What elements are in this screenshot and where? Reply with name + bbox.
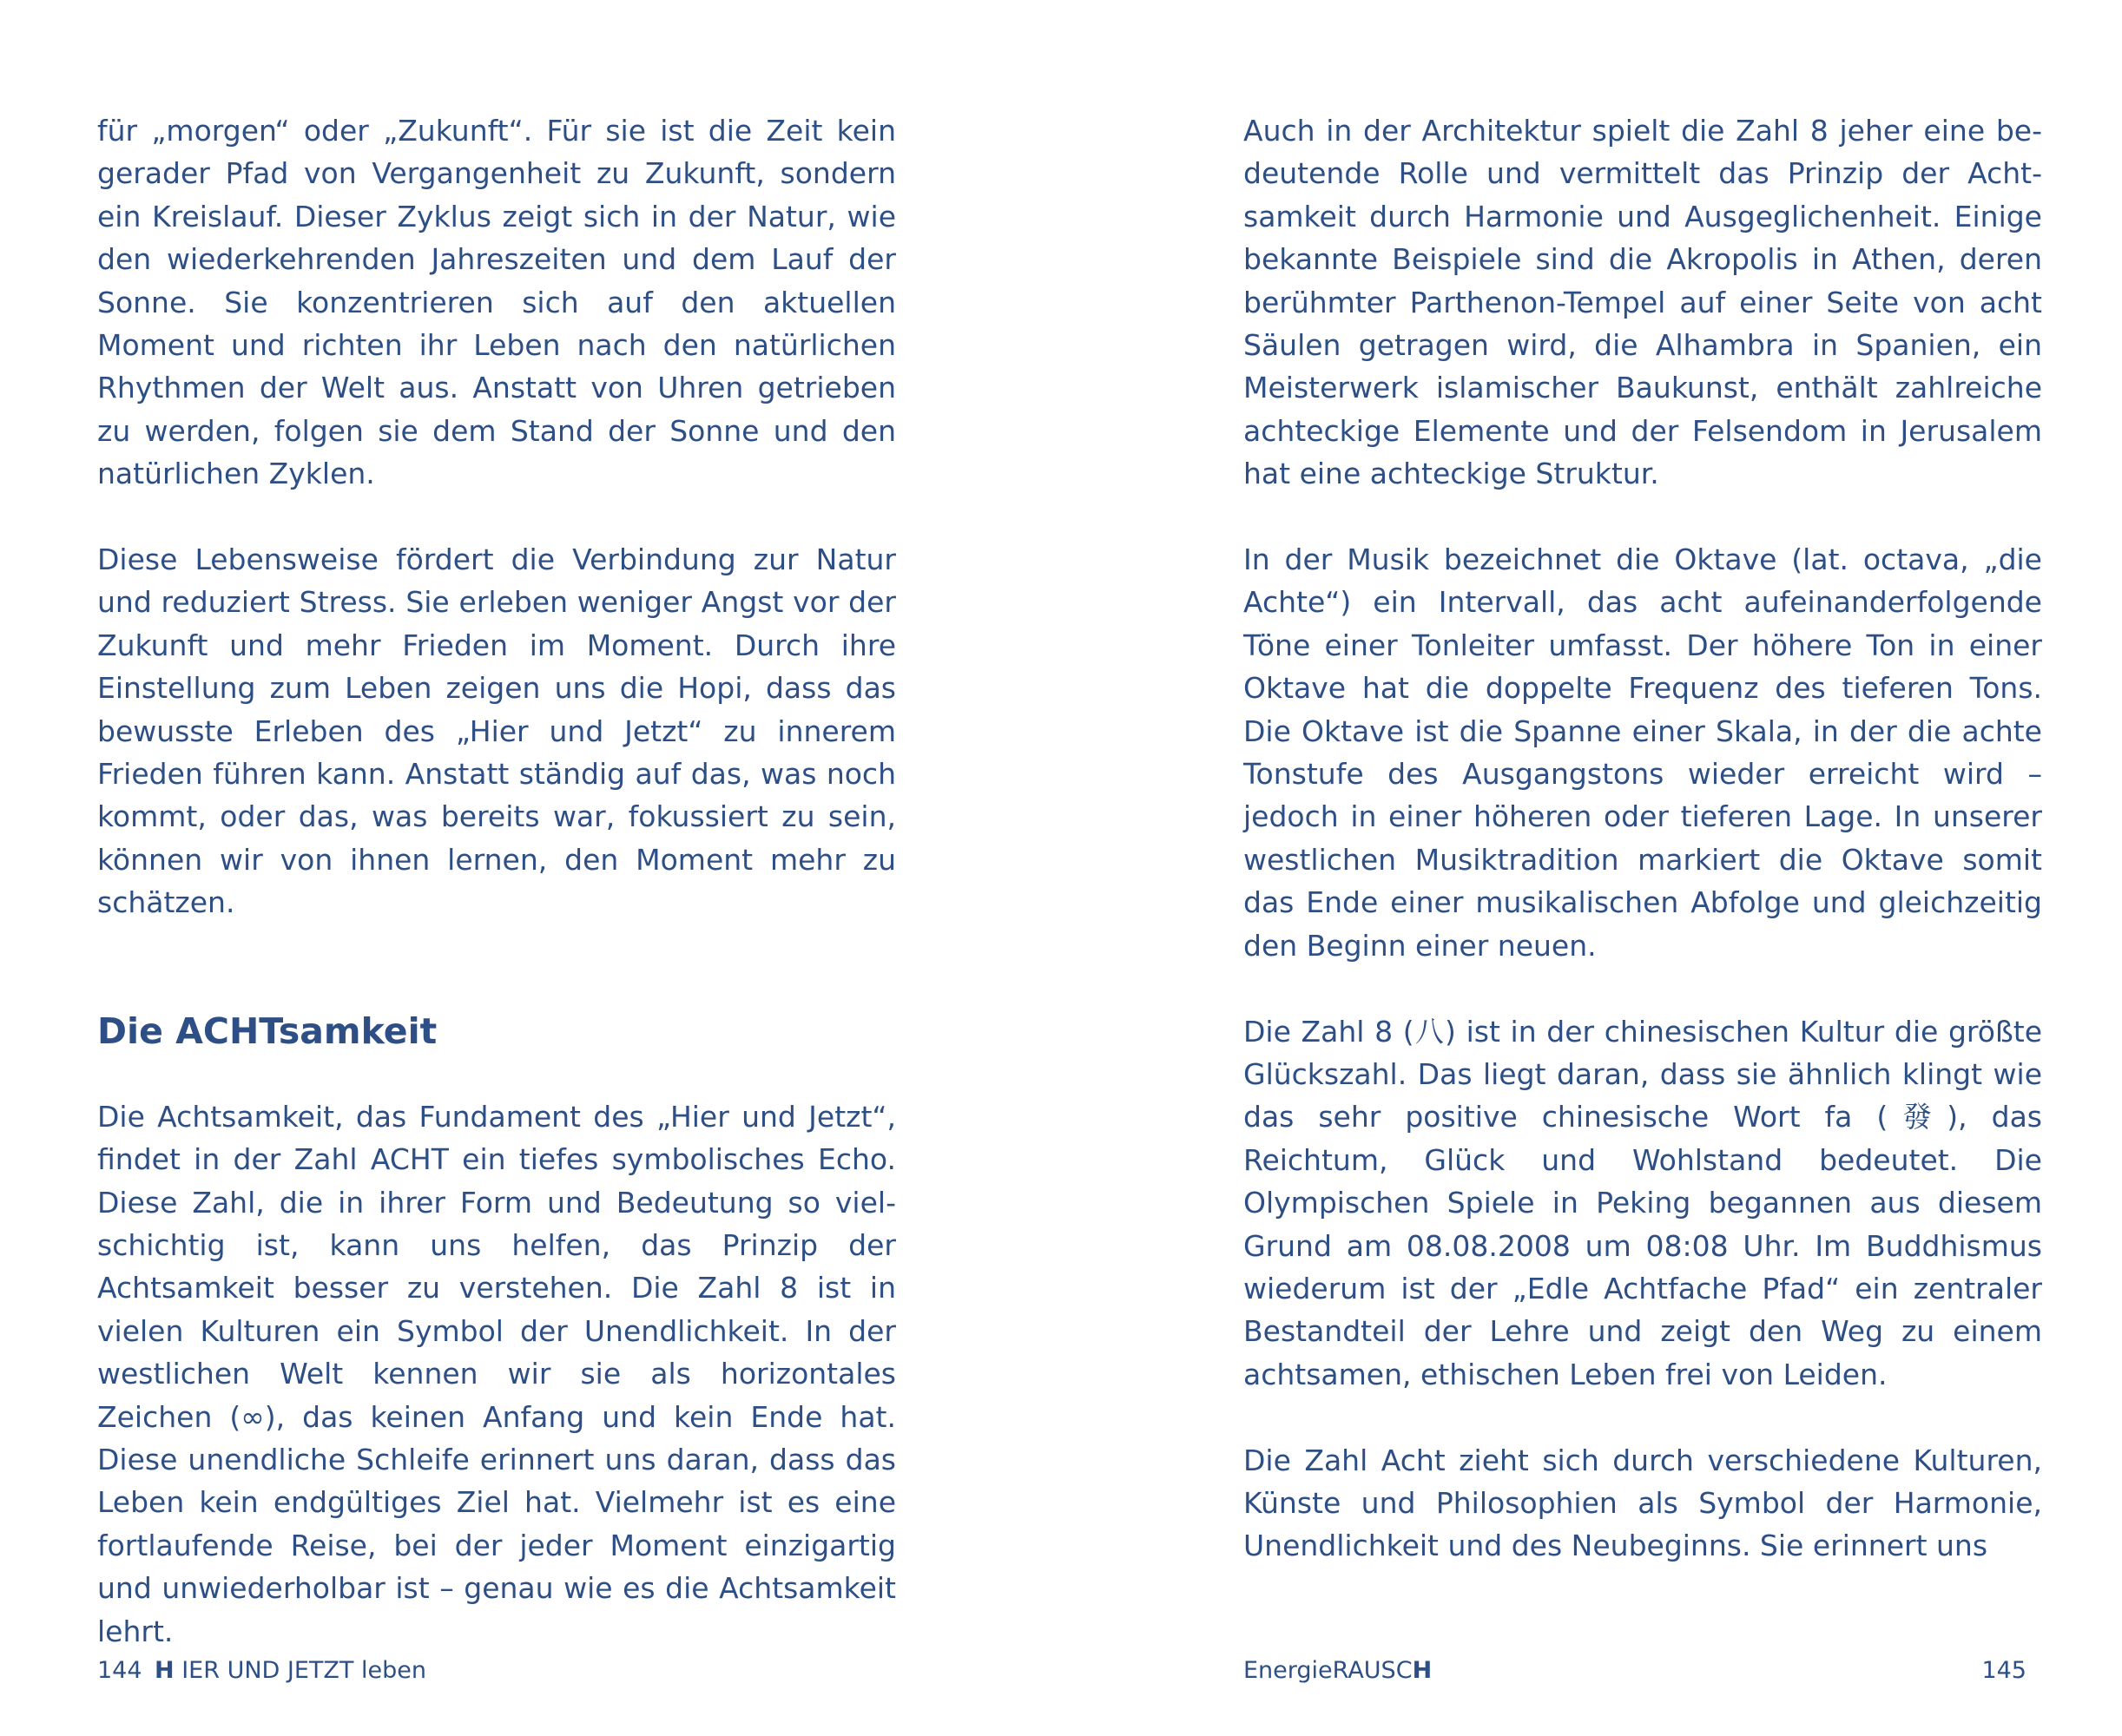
left-paragraph-2: Diese Lebensweise fördert die Verbindung zur Natur und reduziert Stress. Sie erleben weniger Angst vor der Zukunft und mehr Frieden im Moment. Durch ihre Einstellung zum Leben zeigen uns die Hopi, dass das bewusste Erleben des „Hier und Jetzt“ zu innerem Frieden führen kann. Anstatt ständig auf das, was noch kommt, oder das, was bereits war, fokussiert zu sein, können wir von ihnen lernen, den Moment mehr zu schätzen. xyxy=(97,542,896,920)
right-paragraph-4: Die Zahl Acht zieht sich durch verschiedene Kulturen, Künste und Philosophien als Symbol der Harmonie, Unendlichkeit und des Neubeginns. Sie erinnert uns xyxy=(1243,1443,2042,1563)
right-page-number: 145 xyxy=(1981,1657,2026,1684)
left-running-title xyxy=(155,1655,426,1687)
right-running-title-text: EnergieRAUSC xyxy=(1243,1657,1413,1684)
right-text-column xyxy=(1243,109,2042,1568)
left-page-number: 144 xyxy=(97,1657,142,1684)
left-text-column xyxy=(97,109,896,1653)
left-paragraph-1: für „morgen“ oder „Zukunft“. Für sie ist die Zeit kein gerader Pfad von Vergangenheit zu Zukunft, sondern ein Kreislauf. Dieser Zyklus zeigt sich in der Natur, wie den wiederkehrenden Jahreszeiten und dem Lauf der Sonne. Sie konzentrieren sich auf den aktuellen Moment und richten ihr Leben nach den natürlichen Rhythmen der Welt aus. Anstatt von Uhren getrieben zu werden, folgen sie dem Stand der Sonne und den natürlichen Zyklen. xyxy=(97,114,896,491)
right-paragraph-3: Die Zahl 8 (八) ist in der chinesischen Kultur die größte Glückszahl. Das liegt daran, dass sie ähnlich klingt wie das sehr positive chinesische Wort fa (發), das Reichtum, Glück und Wohlstand bedeutet. Die Olympischen Spiele in Peking begannen aus diesem Grund am 08.08.2008 um 08:08 Uhr. Im Buddhismus wiederum ist der „Edle Achtfache Pfad“ ein zentraler Bestandteil der Lehre und zeigt den Weg zu einem achtsamen, ethischen Leben frei von Leiden. xyxy=(1243,1014,2042,1391)
section-heading: Die ACHTsamkeit xyxy=(97,1009,438,1052)
right-paragraph-2: In der Musik bezeichnet die Oktave (lat. octava, „die Achte“) ein Intervall, das acht aufeinanderfolgende Töne einer Tonleiter umfasst. Der höhere Ton in einer Oktave hat die doppelte Frequenz des tieferen Tons. Die Oktave ist die Spanne einer Skala, in der die achte Tonstufe des Ausgangstons wieder erreicht wird – jedoch in einer höheren oder tieferen Lage. In unserer westlichen Musiktradition markiert die Oktave somit das Ende einer musikalischen Abfolge und gleichzeitig den Beginn einer neuen. xyxy=(1243,542,2042,963)
right-paragraph-1: Auch in der Architektur spielt die Zahl 8 jeher eine bedeutende Rolle und vermittelt das Prinzip der Achtsamkeit durch Harmonie und Ausgeglichenheit. Einige bekannte Beispiele sind die Akropolis in Athen, deren berühmter Parthenon-Tempel auf einer Seite von acht Säulen getragen wird, die Alhambra in Spanien, ein Meisterwerk islamischer Baukunst, enthält zahlreiche achteckige Elemente und der Felsendom in Jerusalem hat eine achteckige Struktur. xyxy=(1243,114,2042,491)
left-paragraph-3: Die Achtsamkeit, das Fundament des „Hier und Jetzt“, findet in der Zahl ACHT ein tiefes symbolisches Echo. Diese Zahl, die in ihrer Form und Bedeutung so vielschichtig ist, kann uns helfen, das Prinzip der Achtsamkeit besser zu verstehen. Die Zahl 8 ist in vielen Kulturen ein Symbol der Unendlichkeit. In der westlichen Welt kennen wir sie als horizontales Zeichen (∞), das keinen Anfang und kein Ende hat. Diese unendliche Schleife erinnert uns daran, dass das Leben kein endgültiges Ziel hat. Vielmehr ist es eine fortlaufende Reise, bei der jeder Moment einzigartig und unwiederholbar ist – genau wie es die Achtsamkeit lehrt. xyxy=(97,1099,896,1648)
right-running-title xyxy=(1243,1655,1432,1687)
left-running-title-initial: H xyxy=(155,1657,175,1684)
right-page xyxy=(1061,0,2122,1736)
left-running-title-text: IER UND JETZT leben xyxy=(181,1657,426,1684)
right-running-title-final: H xyxy=(1412,1657,1433,1684)
